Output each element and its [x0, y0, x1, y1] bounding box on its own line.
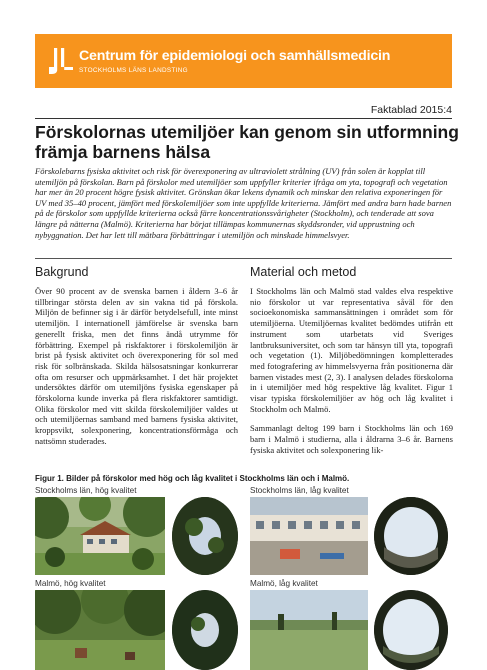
- org-subtitle: STOCKHOLMS LÄNS LANDSTING: [79, 67, 188, 74]
- figure-panel-label: Stockholms län, hög kvalitet: [35, 486, 137, 495]
- method-section: [250, 265, 453, 465]
- fisheye-stockholm-high: [172, 497, 238, 575]
- header-banner: [35, 34, 452, 88]
- fisheye-stockholm-low: [374, 497, 448, 575]
- divider: [35, 118, 452, 119]
- page-title: Förskolornas utemiljöer kan genom sin utformning främja barnens hälsa: [35, 122, 459, 162]
- figure-caption: Figur 1. Bilder på förskolor med hög och låg kvalitet i Stockholms län och i Malmö.: [35, 474, 350, 483]
- body-paragraph: Över 90 procent av de svenska barnen i åldern 3–6 år tillbringar största delen av sin vakna tid på förskola. Miljön de befinner sig i är därför betydelsefull, inte minst utemiljön. I internationell jämförelse är svenska barn generellt friska, men det finns ändå utrymme för förbättring. Exempel på riskfaktorer i förskolemiljön är brist på fysisk aktivitet och överexponering för sol med risk för solbränskada. Skilda hälsosatsningar konkurrerar ofta om resurser och uppmärksamhet. I det här projektet undersöktes därför om utemiljöns fysiska egenskaper på förskolorna kunde inverka på flera riskfaktorer samtidigt. Olika förskolor med vitt skilda förskolemiljöer valdes ut och utemiljöernas samband med barnens fysiska aktivitet, kroppsvikt, solexponering, koncentrationsförmåga och nattsömn studerades.: [35, 286, 238, 446]
- photo-stockholm-low: [250, 497, 368, 575]
- sll-logo-icon: [49, 48, 73, 74]
- intro-summary: Förskolebarns fysiska aktivitet och risk för överexponering av ultraviolett strålning (UV) från solen är kopplat till utemiljön på förskolan. Barn på förskolor med utemiljöer som uppfyller kriterier ifråga om yta, topografi och vegetation har mer än 20 procent högre fysisk aktivitet. Grönskan ökar lekens dynamik och minskar den relativa exponeringen för UV med 35–40 procent, jämfört med förskolemiljöer som inte uppfyllde kriterierna. Jämfört med andra barn hade barnen på de förskolor som uppfyllde kriterierna också färre koncentrationssvårigheter (Stockholm), och tenderade att sova längre på nätterna (Malmö). Kriterierna har börjat tillämpas kommunernas skyddsronder, vid upprustning och nybyggnation. Det har lett till mätbara förbättringar i utemiljön och minskade himmelsvyer.: [35, 166, 452, 240]
- background-section: [35, 265, 238, 456]
- figure-panel-label: Malmö, låg kvalitet: [250, 579, 318, 588]
- section-heading: Bakgrund: [35, 265, 89, 279]
- section-heading: Material och metod: [250, 265, 357, 279]
- body-paragraph: Sammanlagt deltog 199 barn i Stockholms län och 169 barn i Malmö i studierna, alla i åldrarna 3–6 år. Barnens fysiska aktivitet och solexponering lik-: [250, 423, 453, 455]
- org-name: Centrum för epidemiologi och samhällsmedicin: [79, 48, 391, 64]
- photo-malmo-high: [35, 590, 165, 670]
- fisheye-malmo-low: [374, 590, 448, 670]
- factsheet-number: Faktablad 2015:4: [370, 104, 452, 116]
- figure-panel-label: Stockholms län, låg kvalitet: [250, 486, 349, 495]
- body-paragraph: I Stockholms län och Malmö stad valdes elva respektive nio förskolor ut var representativa såväl för den socioekonomiska sammansättningen i området som för utemiljöerna. Utemiljöernas kvalitet bedömdes utifrån ett instrument som utarbetats vid Sveriges lantbruksuniversitet, och som tar hänsyn till yta, topografi och vegetation (1). Miljöbedömningen kompletterades med fotografering av himmelsvyerna från positionerna där barnen vistades mest (2, 3). I analysen delades förskolorna in i utemiljöer med hög respektive låg kvalitet. Figur 1 visar typiska förskolemiljöer av hög och låg kvalitet i Stockholm och Malmö.: [250, 286, 453, 414]
- figure-panel-label: Malmö, hög kvalitet: [35, 579, 106, 588]
- fisheye-malmo-high: [172, 590, 238, 670]
- photo-stockholm-high: [35, 497, 165, 575]
- divider: [35, 258, 452, 259]
- photo-malmo-low: [250, 590, 368, 670]
